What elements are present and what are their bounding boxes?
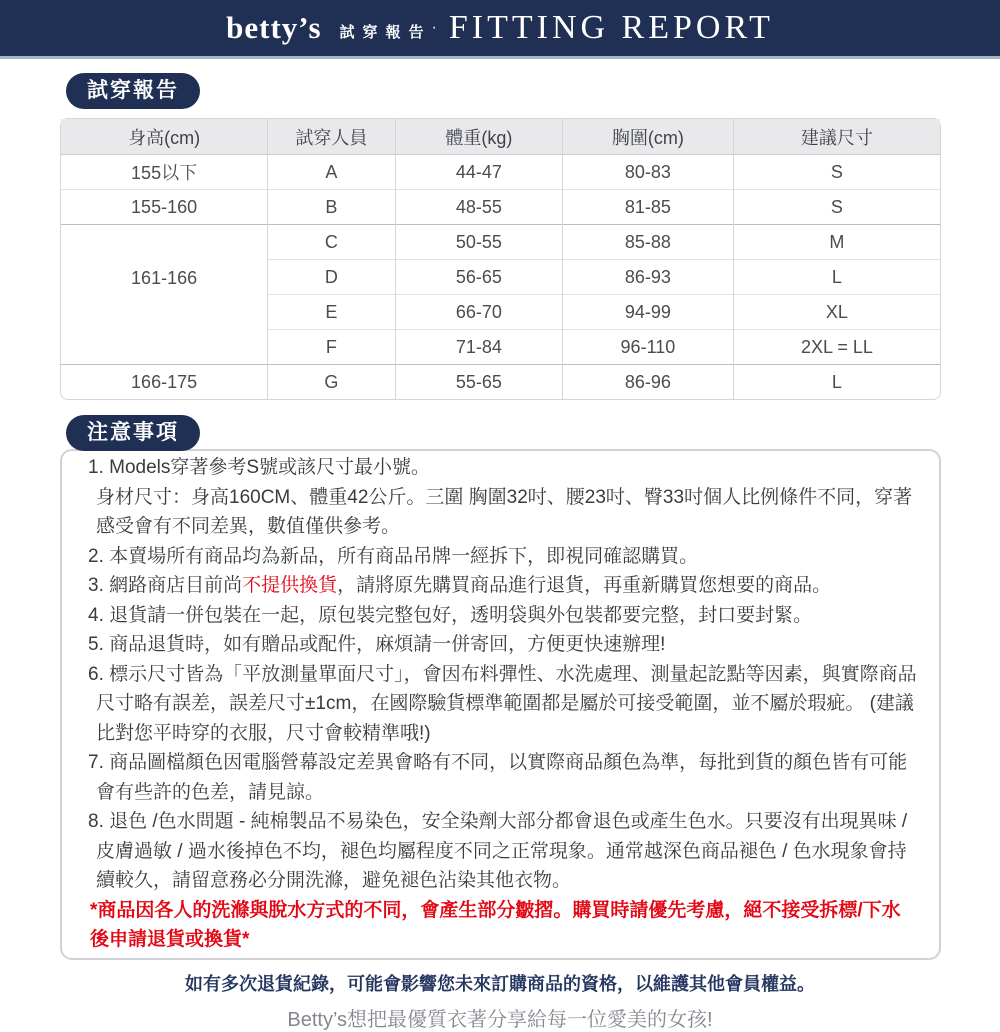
- table-cell: G: [268, 365, 396, 400]
- note-item: [88, 807, 917, 896]
- table-cell: XL: [733, 295, 940, 330]
- size-table-body: [61, 155, 940, 400]
- table-cell: E: [268, 295, 396, 330]
- laundry-warning-text: *商品因各人的洗滌與脫水方式的不同，會產生部分皺摺。購買時請優先考慮，絕不接受拆標/下水後申請退貨或換貨*: [90, 899, 901, 950]
- note-text: Models穿著參考S號或該尺寸最小號。: [109, 457, 431, 478]
- banner-title-en: FITTING REPORT: [448, 9, 774, 46]
- merged-height-label: 161-166: [131, 268, 198, 288]
- table-cell: 86-96: [563, 365, 734, 400]
- table-cell: L: [733, 260, 940, 295]
- table-cell: A: [268, 155, 396, 190]
- table-row: [61, 155, 940, 190]
- table-cell: 2XL = LL: [733, 330, 940, 365]
- note-text: 退貨請一併包裝在一起，原包裝完整包好，透明袋與外包裝都要完整，封口要封緊。: [109, 604, 813, 626]
- brand-slogan: Betty’s想把最優質衣著分享給每一位愛美的女孩!: [287, 1008, 713, 1031]
- table-cell: 50-55: [395, 225, 562, 260]
- note-item: [88, 542, 917, 572]
- table-cell: C: [268, 225, 396, 260]
- banner-subtitle-cjk: 試穿報告: [339, 23, 432, 41]
- note-item: [88, 660, 917, 749]
- table-row: [61, 365, 940, 400]
- note-item: [88, 748, 917, 807]
- brand-logo: betty’s: [226, 10, 322, 45]
- column-header: 建議尺寸: [733, 119, 940, 155]
- note-number: 7.: [88, 752, 110, 773]
- size-table-header: [61, 119, 940, 155]
- table-cell: 86-93: [563, 260, 734, 295]
- table-cell: B: [268, 190, 396, 225]
- table-cell: 48-55: [395, 190, 562, 225]
- note-text: 商品退貨時，如有贈品或配件，麻煩請一併寄回，方便更快速辦理!: [109, 634, 666, 655]
- note-item: [88, 630, 917, 660]
- table-cell: S: [830, 161, 843, 182]
- column-header: 身高(cm): [61, 119, 268, 155]
- note-text: 身材尺寸：身高160CM、體重42公斤。三圍 胸圍32吋、腰23吋、臀33吋個人比例條件不同，穿著感受會有不同差異，數值僅供參考。: [96, 486, 913, 537]
- table-cell: S: [733, 190, 940, 225]
- note-text: 商品圖檔顏色因電腦營幕設定差異會略有不同，以實際商品顏色為準，每批到貨的顏色皆有可能會有些許的色差，請見諒。: [96, 752, 908, 803]
- table-cell: 56-65: [395, 260, 562, 295]
- highlight-red: 不提供換貨: [242, 575, 338, 596]
- note-number: 1.: [88, 457, 110, 478]
- header-row: [61, 119, 940, 155]
- note-text: ，請將原先購買商品進行退貨，再重新購買您想要的商品。: [337, 575, 832, 596]
- table-cell: 80-83: [563, 155, 734, 190]
- fitting-report-badge: 試穿報告: [66, 73, 200, 109]
- note-text: 退色 /色水問題 - 純棉製品不易染色，安全染劑大部分都會退色或產生色水。只要沒有出現異味 /皮膚過敏 / 過水後掉色不均，褪色均屬程度不同之正常現象。通常越深色商品褪色 / 色水現象會持續較久，請留意務必分開洗滌，避免褪色沾染其他衣物。: [96, 811, 908, 891]
- table-cell: 85-88: [563, 225, 734, 260]
- table-cell: 66-70: [395, 295, 562, 330]
- note-text: 標示尺寸皆為「平放測量單面尺寸」，會因布料彈性、水洗處理、測量起訖點等因素，與實際商品尺寸略有誤差，誤差尺寸±1cm，在國際驗貨標準範圍都是屬於可接受範圍，並不屬於瑕疵。 (建議比對您平時穿的衣服，尺寸會較精準哦!): [96, 663, 917, 744]
- size-chart-table: [60, 118, 941, 400]
- note-number: 3.: [88, 575, 110, 596]
- table-cell: 166-175: [61, 365, 268, 400]
- note-item: [88, 601, 917, 631]
- table-cell: 55-65: [395, 365, 562, 400]
- note-number: 2.: [88, 545, 110, 567]
- note-item: [88, 571, 917, 601]
- table-cell: 94-99: [563, 295, 734, 330]
- note-text: 網路商店目前尚: [109, 575, 243, 596]
- top-banner: [0, 0, 1000, 59]
- note-text: 本賣場所有商品均為新品，所有商品吊牌一經拆下，即視同確認購買。: [109, 545, 699, 567]
- table-cell: M: [733, 225, 940, 260]
- table-cell: L: [733, 365, 940, 400]
- table-cell: F: [268, 330, 396, 365]
- note-item: [88, 453, 917, 542]
- table-cell: 155-160: [61, 190, 268, 225]
- notice-box: [60, 449, 941, 960]
- note-number: 4.: [88, 604, 110, 626]
- note-number: 8.: [88, 811, 110, 832]
- note-number: 6.: [88, 663, 110, 685]
- table-cell: 71-84: [395, 330, 562, 365]
- table-row: [61, 190, 940, 225]
- table-cell: 155以下: [61, 155, 268, 190]
- table-cell: 96-110: [563, 330, 734, 365]
- table-cell: 81-85: [563, 190, 734, 225]
- table-cell: [61, 225, 268, 365]
- banner-separator-dot: ·: [431, 19, 437, 36]
- return-policy-note: 如有多次退貨紀錄，可能會影響您未來訂購商品的資格，以維護其他會員權益。: [185, 973, 815, 994]
- table-row: [61, 225, 940, 260]
- column-header: 體重(kg): [395, 119, 562, 155]
- column-header: 胸圍(cm): [563, 119, 734, 155]
- note-number: 5.: [88, 634, 110, 655]
- column-header: 試穿人員: [268, 119, 396, 155]
- notice-section: [60, 421, 941, 960]
- table-cell: 44-47: [395, 155, 562, 190]
- notes-list: [88, 453, 917, 896]
- table-cell: D: [268, 260, 396, 295]
- notice-badge: 注意事項: [66, 415, 200, 451]
